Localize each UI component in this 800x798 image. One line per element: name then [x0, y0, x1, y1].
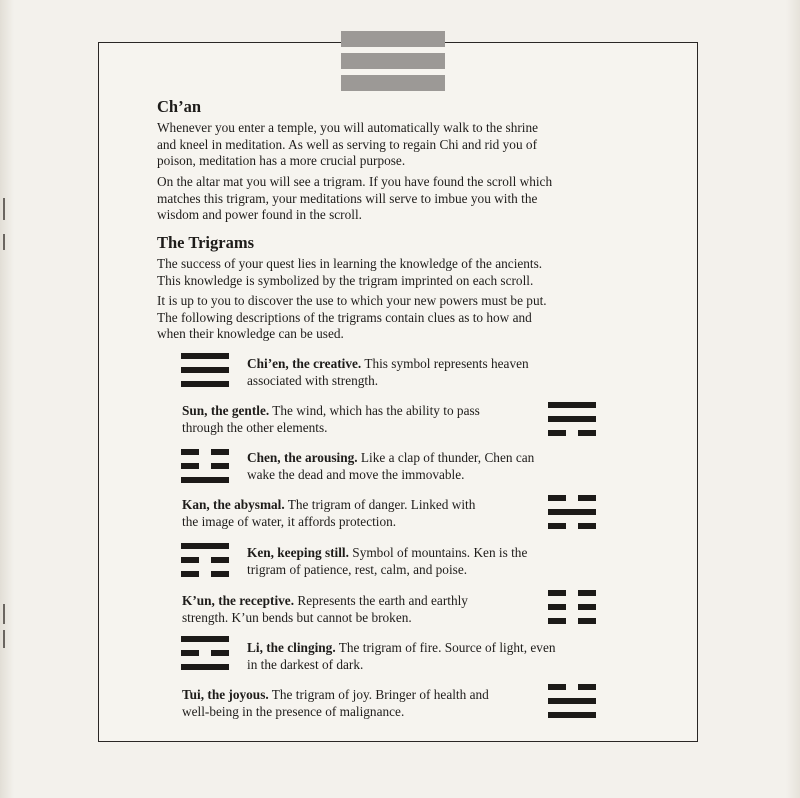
entry-chen: Chen, the arousing. Like a clap of thunder, Chen can wake the dead and move the immovable. [247, 450, 535, 482]
solid-line [181, 353, 229, 359]
chen-trigram-icon [181, 449, 229, 483]
tui-trigram-icon [548, 684, 596, 718]
entry-kan: Kan, the abysmal. The trigram of danger. Linked with the image of water, it affords protection. [182, 497, 476, 529]
broken-line [548, 430, 596, 436]
binding-mark [3, 198, 5, 220]
header-trigram-icon [341, 31, 445, 93]
solid-line [181, 381, 229, 387]
chan-paragraph-1: Whenever you enter a temple, you will automatically walk to the shrine and kneel in meditation. As well as serving to regain Chi and rid you of poison, meditation has a more crucial purpose. [157, 120, 539, 168]
chan-heading: Ch’an [157, 97, 202, 116]
broken-line [548, 604, 596, 610]
solid-line [548, 416, 596, 422]
trigrams-paragraph-2: It is up to you to discover the use to which your new powers must be put. The following descriptions of the trigrams contain clues as to how and when their knowledge can be used. [157, 293, 547, 341]
entry-chien: Chi’en, the creative. This symbol represents heaven associated with strength. [247, 356, 529, 388]
chien-trigram-icon [181, 353, 229, 387]
trigrams-paragraph-1: The success of your quest lies in learning the knowledge of the ancients. This knowledge is symbolized by the trigram imprinted on each scroll. [157, 256, 543, 288]
solid-line [548, 712, 596, 718]
broken-line [181, 463, 229, 469]
binding-mark [3, 630, 5, 648]
solid-line [181, 636, 229, 642]
chan-paragraph-2: On the altar mat you will see a trigram. If you have found the scroll which matches this trigram, your meditations will serve to imbue you with the wisdom and power found in the scroll. [157, 174, 553, 222]
binding-mark [3, 234, 5, 250]
entry-sun: Sun, the gentle. The wind, which has the ability to pass through the other elements. [182, 403, 480, 435]
trigrams-heading: The Trigrams [157, 233, 255, 252]
li-trigram-icon [181, 636, 229, 670]
sun-trigram-icon [548, 402, 596, 436]
broken-line [548, 495, 596, 501]
broken-line [181, 449, 229, 455]
solid-line [181, 477, 229, 483]
broken-line [181, 571, 229, 577]
entry-tui: Tui, the joyous. The trigram of joy. Bringer of health and well-being in the presence of malignance. [182, 687, 489, 719]
entry-li: Li, the clinging. The trigram of fire. Source of light, even in the darkest of dark. [247, 640, 556, 672]
binding-mark [3, 604, 5, 624]
kan-trigram-icon [548, 495, 596, 529]
solid-line [181, 367, 229, 373]
solid-line [548, 402, 596, 408]
broken-line [181, 557, 229, 563]
solid-line [548, 509, 596, 515]
solid-line [181, 543, 229, 549]
solid-line [181, 664, 229, 670]
broken-line [548, 523, 596, 529]
ken-trigram-icon [181, 543, 229, 577]
solid-line [548, 698, 596, 704]
broken-line [181, 650, 229, 656]
broken-line [548, 590, 596, 596]
entry-ken: Ken, keeping still. Symbol of mountains. Ken is the trigram of patience, rest, calm, and poise. [247, 545, 528, 577]
broken-line [548, 618, 596, 624]
entry-kun: K’un, the receptive. Represents the earth and earthly strength. K’un bends but cannot be broken. [182, 593, 468, 625]
kun-trigram-icon [548, 590, 596, 624]
broken-line [548, 684, 596, 690]
